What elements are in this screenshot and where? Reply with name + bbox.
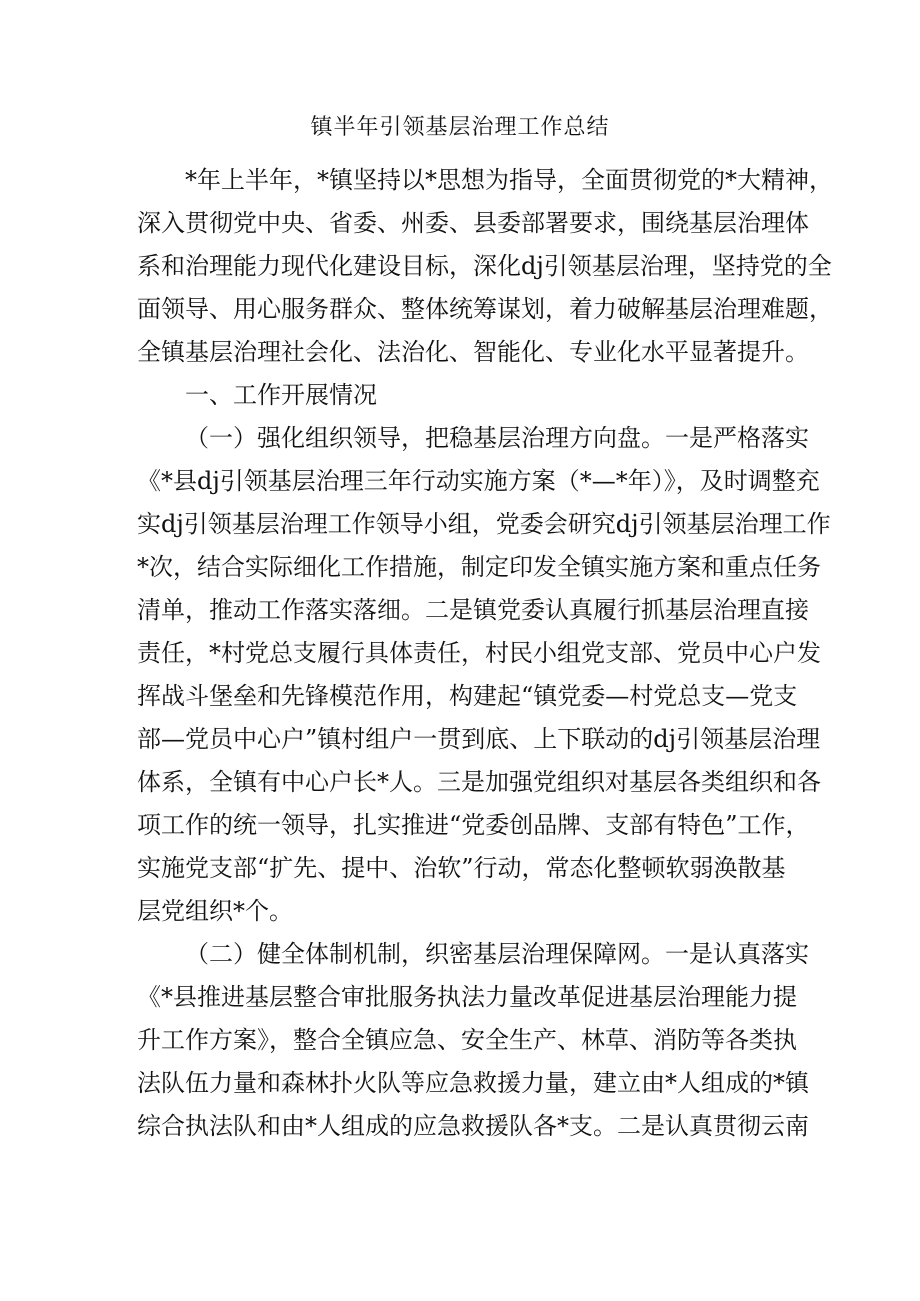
paragraph-line-sub2-4: 法队伍力量和森林扑火队等应急救援力量，建立由*人组成的*镇 — [137, 1069, 809, 1097]
paragraph-line-sub1-6: 责任，*村党总支履行具体责任，村民小组党支部、党员中心户发 — [137, 639, 821, 667]
paragraph-line-sub1-9: 体系，全镇有中心户长*人。三是加强党组织对基层各类组织和各 — [137, 768, 821, 796]
paragraph-line-sub1-1: （一）强化组织领导，把稳基层治理方向盘。一是严格落实 — [185, 424, 809, 452]
paragraph-line-sub2-5: 综合执法队和由*人组成的应急救援队各*支。二是认真贯彻云南 — [137, 1112, 809, 1140]
paragraph-line-sub1-12: 层党组织*个。 — [137, 897, 293, 925]
paragraph-line-sub1-11: 实施党支部“扩先、提中、治软”行动，常态化整顿软弱涣散基 — [137, 854, 786, 882]
section-heading: 一、工作开展情况 — [185, 381, 377, 409]
paragraph-line-intro-4: 面领导、用心服务群众、整体统筹谋划，着力破解基层治理难题， — [137, 295, 833, 323]
paragraph-line-sub2-3: 升工作方案》，整合全镇应急、安全生产、林草、消防等各类执 — [137, 1026, 797, 1054]
paragraph-line-sub2-2: 《*县推进基层整合审批服务执法力量改革促进基层治理能力提 — [137, 983, 797, 1011]
paragraph-line-sub1-2: 《*县dj引领基层治理三年行动实施方案（*—*年）》，及时调整充 — [137, 467, 820, 495]
document-title: 镇半年引领基层治理工作总结 — [310, 115, 610, 140]
paragraph-line-sub1-3: 实dj引领基层治理工作领导小组，党委会研究dj引领基层治理工作 — [137, 510, 831, 538]
paragraph-line-sub1-4: *次，结合实际细化工作措施，制定印发全镇实施方案和重点任务 — [137, 553, 821, 581]
paragraph-line-sub1-5: 清单，推动工作落实落细。二是镇党委认真履行抓基层治理直接 — [137, 596, 809, 624]
paragraph-line-sub1-7: 挥战斗堡垒和先锋模范作用，构建起“镇党委—村党总支—党支 — [137, 682, 798, 710]
paragraph-line-sub2-1: （二）健全体制机制，织密基层治理保障网。一是认真落实 — [185, 940, 809, 968]
paragraph-line-sub1-8: 部—党员中心户”镇村组户一贯到底、上下联动的dj引领基层治理 — [137, 725, 821, 753]
paragraph-line-intro-2: 深入贯彻党中央、省委、州委、县委部署要求，围绕基层治理体 — [137, 209, 809, 237]
paragraph-line-intro-1: *年上半年，*镇坚持以*思想为指导，全面贯彻党的*大精神， — [185, 166, 833, 194]
paragraph-line-intro-3: 系和治理能力现代化建设目标，深化dj引领基层治理，坚持党的全 — [137, 252, 832, 280]
paragraph-line-sub1-10: 项工作的统一领导，扎实推进“党委创品牌、支部有特色”工作， — [137, 811, 810, 839]
paragraph-line-intro-5: 全镇基层治理社会化、法治化、智能化、专业化水平显著提升。 — [137, 338, 809, 366]
